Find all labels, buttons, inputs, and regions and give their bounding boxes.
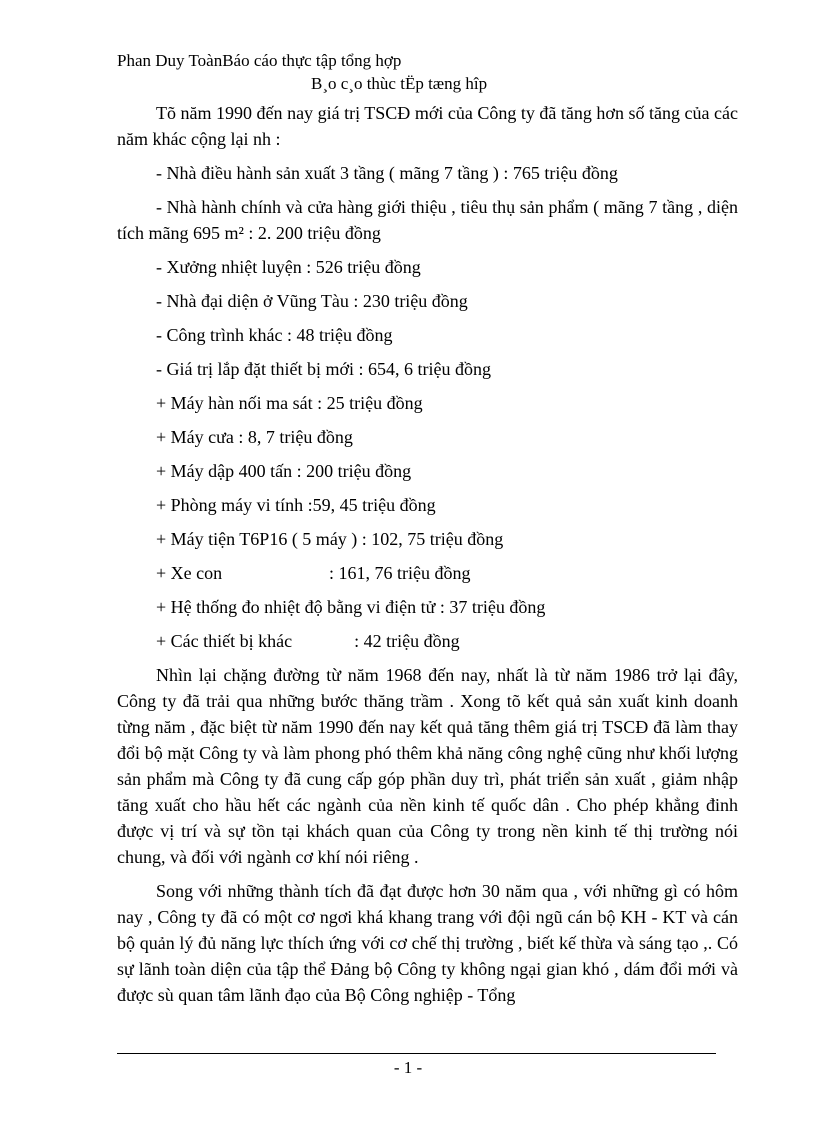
paragraph-history: Nhìn lại chặng đường từ năm 1968 đến nay, nhất là từ năm 1986 trở lại đây, Công ty đã trải qua những bước thăng trầm . Xong tõ kết quả sản xuất kinh doanh từng năm , đặc biệt từ năm 1990 đến nay kết quả tăng thêm giá trị TSCĐ đã làm thay đổi bộ mặt Công ty và làm phong phó thêm khả năng công nghệ cũng như khối lượng sản phẩm mà Công ty đã cung cấp góp phần duy trì, phát triển sản xuất , giảm nhập tăng xuất cho hầu hết các ngành của nền kinh tế quốc dân . Cho phép khẳng đinh được vị trí và sự tồn tại khách quan của Công ty trong nền kinh tế thị trường nói chung, và đối với ngành cơ khí nói riêng .	[117, 665, 738, 867]
page-number: - 1 -	[393, 1058, 423, 1077]
list-item: - Công trình khác : 48 triệu đồng	[156, 325, 393, 345]
list-item: + Máy hàn nối ma sát : 25 triệu đồng	[156, 393, 423, 413]
list-item: + Máy dập 400 tấn : 200 triệu đồng	[156, 461, 412, 481]
list-item: - Nhà điều hành sản xuất 3 tầng ( mãng 7 tầng ) : 765 triệu đồng	[156, 163, 618, 183]
report-subtitle: B¸o c¸o thùc tËp tæng hîp	[311, 74, 488, 93]
cac-thiet-bi-value: : 42 triệu đồng	[354, 631, 460, 651]
xe-con-value: : 161, 76 triệu đồng	[329, 563, 471, 583]
list-item: + Phòng máy vi tính :59, 45 triệu đồng	[156, 495, 436, 515]
xe-con-label: + Xe con	[156, 563, 223, 583]
list-item: + Hệ thống đo nhiệt độ bằng vi điện tử : 37 triệu đồng	[156, 597, 546, 617]
footer-divider	[117, 1053, 716, 1054]
list-item: - Nhà đại diện ở Vũng Tàu : 230 triệu đồng	[156, 291, 468, 311]
document-body	[117, 100, 738, 1008]
list-item-cac-thiet-bi	[117, 628, 738, 654]
list-item-xe-con	[117, 560, 738, 586]
running-header: Phan Duy ToànBáo cáo thực tập tổng hợp	[117, 51, 402, 70]
cac-thiet-bi-label: + Các thiết bị khác	[156, 631, 293, 651]
list-item: + Máy cưa : 8, 7 triệu đồng	[156, 427, 353, 447]
list-item: + Máy tiện T6P16 ( 5 máy ) : 102, 75 triệu đồng	[156, 529, 504, 549]
list-item: - Giá trị lắp đặt thiết bị mới : 654, 6 triệu đồng	[156, 359, 491, 379]
paragraph-achievements: Song với những thành tích đã đạt được hơn 30 năm qua , với những gì có hôm nay , Công ty đã có một cơ ngơi khá khang trang với đội ngũ cán bộ KH - KT và cán bộ quản lý đủ năng lực thích ứng với cơ chế thị trường , biết kế thừa và sáng tạo ,. Có sự lãnh toàn diện của tập thể Đảng bộ Công ty không ngại gian khó , dám đổi mới và được sù quan tâm lãnh đạo của Bộ Công nghiệp - Tổng	[117, 881, 738, 1005]
list-item: - Xưởng nhiệt luyện : 526 triệu đồng	[156, 257, 421, 277]
intro-paragraph: Tõ năm 1990 đến nay giá trị TSCĐ mới của Công ty đã tăng hơn số tăng của các năm khác cộng lại nh :	[117, 103, 738, 149]
list-item: - Nhà hành chính và cửa hàng giới thiệu , tiêu thụ sản phẩm ( mãng 7 tầng , diện tích mãng 695 m² : 2. 200 triệu đồng	[117, 197, 738, 243]
